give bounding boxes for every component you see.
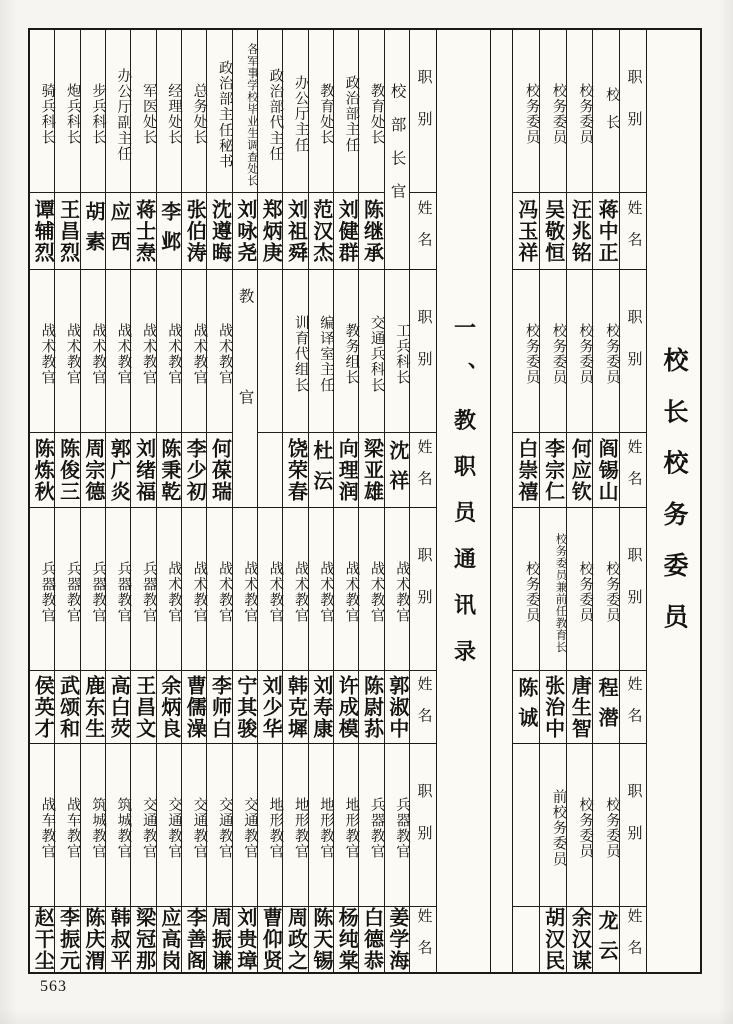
name-cell: 刘健群: [335, 198, 358, 264]
name-cell: 李邺: [157, 201, 180, 261]
entry-column: [232, 508, 257, 743]
position-cell: 地形教官: [258, 744, 282, 907]
entry-column: [282, 744, 307, 972]
entry-column: [206, 270, 231, 507]
position-cell: 政治部主任: [334, 30, 358, 193]
position-cell: 战术教官: [30, 270, 54, 433]
entry-column: [105, 270, 130, 507]
name-cell: 杨纯棠: [335, 907, 358, 972]
entry-column: [384, 508, 409, 743]
band-header-column: [409, 30, 436, 269]
position-header-label: 职别: [620, 744, 646, 907]
position-cell: 兵器教官: [131, 508, 155, 671]
group-label-column: [232, 270, 257, 507]
name-cell: 应西: [107, 201, 130, 261]
position-cell: 训育代组长: [283, 270, 307, 433]
name-cell: 张治中: [541, 674, 564, 740]
position-header-label: 职别: [410, 30, 436, 193]
entry-column: [206, 508, 231, 743]
name-cell: 李善阁: [183, 907, 206, 972]
name-cell: 吴敬恒: [541, 198, 564, 264]
name-cell: 余炳良: [157, 674, 180, 740]
position-cell: 办公厅副主任: [106, 30, 130, 193]
name-cell: 宁其骏: [233, 674, 256, 740]
entry-column: [130, 508, 155, 743]
position-cell: 工兵科长: [385, 270, 409, 433]
position-cell: 战术教官: [385, 508, 409, 671]
entry-column: [30, 270, 54, 507]
position-cell: 校务委员: [593, 270, 619, 433]
entry-column: [232, 30, 257, 269]
entry-column: [539, 270, 566, 507]
entry-column: [513, 270, 539, 507]
entry-column: [206, 744, 231, 972]
position-cell: 校务委员兼前任教育长: [540, 508, 566, 671]
position-cell: 交通教官: [182, 744, 206, 907]
entry-column: [358, 30, 383, 269]
group-label: 校部长官: [388, 82, 406, 217]
group-label-column: [384, 30, 409, 269]
name-cell: 李少初: [183, 437, 206, 503]
entry-column: [566, 744, 593, 972]
name-cell: 李师白: [208, 674, 231, 740]
position-cell: 兵器教官: [385, 744, 409, 907]
committee-table: [512, 30, 646, 972]
position-cell: 前校务委员: [540, 744, 566, 907]
position-cell: 交通教官: [233, 744, 257, 907]
committee-section-title-column: [646, 30, 700, 972]
position-cell: 教务组长: [334, 270, 358, 433]
name-cell: 唐生智: [568, 674, 591, 740]
name-cell: 龙云: [595, 909, 618, 970]
position-cell: 地形教官: [309, 744, 333, 907]
entry-column: [384, 744, 409, 972]
name-cell: 陈炼秋: [31, 437, 54, 503]
name-cell: 何葆瑞: [208, 437, 231, 503]
entry-column: [566, 508, 593, 743]
name-cell: 刘寿康: [309, 674, 332, 740]
name-cell: 范汉杰: [309, 198, 332, 264]
entry-column: [308, 30, 333, 269]
entry-column: [539, 744, 566, 972]
position-cell: 校务委员: [593, 508, 619, 671]
name-header-label: 姓名: [415, 908, 432, 971]
position-cell: 兵器教官: [55, 508, 79, 671]
entry-column: [358, 744, 383, 972]
position-cell: 交通教官: [157, 744, 181, 907]
position-cell: 战车教官: [55, 744, 79, 907]
position-cell: 骑兵科长: [30, 30, 54, 193]
entry-column: [257, 744, 282, 972]
position-cell: 校务委员: [513, 30, 539, 193]
name-cell: 李振元: [56, 907, 79, 972]
entry-column: [282, 508, 307, 743]
name-cell-empty: [513, 907, 539, 972]
position-cell: 战术教官: [283, 508, 307, 671]
name-cell: 高白荧: [107, 674, 130, 740]
entry-column: [30, 744, 54, 972]
position-cell: 各军事学校毕业生调查处长: [233, 30, 257, 193]
position-cell: 政治部主任秘书: [207, 30, 231, 193]
name-cell: 刘咏尧: [233, 198, 256, 264]
entry-column: [592, 744, 619, 972]
position-cell: 战术教官: [182, 270, 206, 433]
entry-column: [105, 744, 130, 972]
entry-column: [232, 744, 257, 972]
entry-column: [130, 270, 155, 507]
entry-column: [54, 270, 79, 507]
committee-section-title: 校长校务委员: [660, 347, 687, 655]
name-cell: 陈继承: [360, 198, 383, 264]
entry-column: [156, 744, 181, 972]
name-cell: 胡汉民: [541, 907, 564, 972]
page-number: 563: [40, 978, 67, 995]
position-cell: 交通兵科长: [359, 270, 383, 433]
name-cell: 刘贵璋: [233, 907, 256, 972]
position-cell: 校长: [593, 30, 619, 193]
position-cell: 政治部代主任: [258, 30, 282, 193]
name-header-label: 姓名: [625, 438, 642, 502]
position-cell: 校务委员: [567, 508, 593, 671]
name-cell: 周政之: [284, 907, 307, 972]
entry-column: [358, 270, 383, 507]
entry-column: [105, 30, 130, 269]
faculty-band-4: [30, 744, 436, 972]
entry-column: [592, 508, 619, 743]
band-header-column: [619, 30, 646, 269]
entry-column: [257, 508, 282, 743]
name-cell: 白德恭: [360, 907, 383, 972]
entry-column: [566, 30, 593, 269]
entry-column: [80, 508, 105, 743]
name-header-label: 姓名: [625, 199, 642, 263]
entry-column: [282, 270, 307, 507]
name-cell: 周振谦: [208, 907, 231, 972]
band-header-column: [619, 508, 646, 743]
entry-column: [30, 508, 54, 743]
name-cell: 刘绪福: [132, 437, 155, 503]
entry-column: [384, 270, 409, 507]
entry-column: [181, 744, 206, 972]
entry-column: [333, 30, 358, 269]
name-cell: 陈尉荪: [360, 674, 383, 740]
name-cell-empty: [258, 433, 282, 507]
page-table-frame: [28, 28, 702, 974]
entry-column: [308, 270, 333, 507]
position-cell: 交通教官: [207, 744, 231, 907]
position-cell: 炮兵科长: [55, 30, 79, 193]
entry-column: [513, 508, 539, 743]
position-cell: 战术教官: [157, 508, 181, 671]
name-cell: 向理润: [335, 437, 358, 503]
entry-column: [156, 30, 181, 269]
name-cell: 陈天锡: [309, 907, 332, 972]
empty-column: [513, 744, 539, 972]
position-cell-empty: [513, 744, 539, 907]
position-cell: 筑城教官: [106, 744, 130, 907]
position-cell: 战术教官: [81, 270, 105, 433]
name-cell: 武颂和: [56, 674, 79, 740]
name-cell: 刘少华: [259, 674, 282, 740]
entry-column: [181, 270, 206, 507]
name-cell: 曹仰贤: [259, 907, 282, 972]
entry-column: [257, 30, 282, 269]
name-cell: 冯玉祥: [514, 198, 537, 264]
entry-column: [333, 744, 358, 972]
name-cell: 沈祥: [385, 440, 408, 500]
entry-column: [54, 30, 79, 269]
faculty-band-2: [30, 270, 436, 508]
position-cell: 兵器教官: [30, 508, 54, 671]
name-cell: 梁亚雄: [360, 437, 383, 503]
position-cell: 兵器教官: [359, 744, 383, 907]
position-cell: 兵器教官: [106, 508, 130, 671]
entry-column: [358, 508, 383, 743]
entry-column: [206, 30, 231, 269]
position-header-label: 职别: [410, 508, 436, 671]
entry-column: [54, 744, 79, 972]
name-cell: 陈诚: [514, 677, 537, 737]
name-cell: 陈秉乾: [157, 437, 180, 503]
position-cell: 筑城教官: [81, 744, 105, 907]
faculty-band-3: [30, 508, 436, 744]
name-cell: 王昌文: [132, 674, 155, 740]
entry-column: [54, 508, 79, 743]
name-cell: 郭淑中: [385, 674, 408, 740]
name-cell: 侯英才: [31, 674, 54, 740]
name-cell: 谭辅烈: [31, 198, 54, 264]
name-cell: 刘祖舜: [284, 198, 307, 264]
name-cell: 程潜: [595, 677, 618, 737]
position-cell: 军医处长: [131, 30, 155, 193]
name-cell: 韩叔平: [107, 907, 130, 972]
position-cell: 战术教官: [207, 508, 231, 671]
name-cell: 汪兆铭: [568, 198, 591, 264]
position-cell: 战术教官: [131, 270, 155, 433]
name-cell: 周宗德: [81, 437, 104, 503]
committee-band-2: [513, 270, 646, 508]
position-cell: 战术教官: [55, 270, 79, 433]
position-cell: 战术教官: [359, 508, 383, 671]
name-header-label: 姓名: [625, 908, 642, 971]
name-cell: 李宗仁: [541, 437, 564, 503]
position-header-label: 职别: [410, 744, 436, 907]
name-cell: 张伯涛: [183, 198, 206, 264]
entry-column: [513, 30, 539, 269]
position-cell: 地形教官: [334, 744, 358, 907]
position-cell: 校务委员: [593, 744, 619, 907]
position-header-label: 职别: [410, 270, 436, 433]
entry-column: [30, 30, 54, 269]
name-cell: 曹儒澡: [183, 674, 206, 740]
position-cell: 战术教官: [258, 508, 282, 671]
name-cell: 阎锡山: [595, 437, 618, 503]
position-cell: 教育处长: [359, 30, 383, 193]
name-cell: 姜学海: [385, 907, 408, 972]
position-cell: 战术教官: [233, 508, 257, 671]
entry-column: [181, 30, 206, 269]
name-header-label: 姓名: [415, 675, 432, 739]
entry-column: [130, 744, 155, 972]
name-header-label: 姓名: [415, 438, 432, 502]
position-header-label: 职别: [620, 30, 646, 193]
name-cell: 饶荣春: [284, 437, 307, 503]
position-cell: 办公厅主任: [283, 30, 307, 193]
faculty-band-1: [30, 30, 436, 270]
empty-column: [257, 270, 282, 507]
name-cell: 陈庆渭: [81, 907, 104, 972]
name-cell: 白崇禧: [514, 437, 537, 503]
entry-column: [539, 508, 566, 743]
band-header-column: [619, 270, 646, 507]
entry-column: [130, 30, 155, 269]
name-cell: 何应钦: [568, 437, 591, 503]
position-cell: 战术教官: [157, 270, 181, 433]
name-cell: 韩克墀: [284, 674, 307, 740]
faculty-table: [30, 30, 436, 972]
position-cell: 教育处长: [309, 30, 333, 193]
band-header-column: [619, 744, 646, 972]
committee-band-1: [513, 30, 646, 270]
band-header-column: [409, 508, 436, 743]
entry-column: [282, 30, 307, 269]
position-cell: 战术教官: [106, 270, 130, 433]
position-cell: 校务委员: [540, 270, 566, 433]
entry-column: [308, 508, 333, 743]
band-header-column: [409, 744, 436, 972]
position-cell-empty: [258, 270, 282, 433]
position-cell: 兵器教官: [81, 508, 105, 671]
band-header-column: [409, 270, 436, 507]
name-cell: 许成模: [335, 674, 358, 740]
position-cell: 战术教官: [182, 508, 206, 671]
entry-column: [566, 270, 593, 507]
name-cell: 王昌烈: [56, 198, 79, 264]
spacer-column: [490, 30, 512, 972]
entry-column: [333, 270, 358, 507]
name-cell: 杜沄: [309, 440, 332, 500]
position-cell: 校务委员: [513, 508, 539, 671]
entry-column: [539, 30, 566, 269]
name-cell: 郭广炎: [107, 437, 130, 503]
position-cell: 校务委员: [567, 30, 593, 193]
committee-band-4: [513, 744, 646, 972]
position-cell: 战车教官: [30, 744, 54, 907]
entry-column: [80, 270, 105, 507]
entry-column: [592, 30, 619, 269]
name-cell: 沈遵晦: [208, 198, 231, 264]
position-cell: 战术教官: [309, 508, 333, 671]
entry-column: [105, 508, 130, 743]
entry-column: [156, 508, 181, 743]
name-cell: 梁冠那: [132, 907, 155, 972]
position-cell: 战术教官: [334, 508, 358, 671]
name-cell: 赵干尘: [31, 907, 54, 972]
position-cell: 编译室主任: [309, 270, 333, 433]
position-cell: 校务委员: [567, 744, 593, 907]
entry-column: [308, 744, 333, 972]
entry-column: [181, 508, 206, 743]
position-cell: 总务处长: [182, 30, 206, 193]
entry-column: [80, 30, 105, 269]
entry-column: [592, 270, 619, 507]
name-cell: 陈俊三: [56, 437, 79, 503]
entry-column: [80, 744, 105, 972]
name-cell: 鹿东生: [81, 674, 104, 740]
position-header-label: 职别: [620, 270, 646, 433]
position-cell: 校务委员: [540, 30, 566, 193]
position-cell: 经理处长: [157, 30, 181, 193]
name-cell: 郑炳庚: [259, 198, 282, 264]
entry-column: [156, 270, 181, 507]
entry-column: [333, 508, 358, 743]
position-cell: 交通教官: [131, 744, 155, 907]
faculty-section-title: 一、教职员通讯录: [451, 316, 477, 686]
position-header-label: 职别: [620, 508, 646, 671]
position-cell: 校务委员: [567, 270, 593, 433]
name-cell: 余汉谋: [568, 907, 591, 972]
committee-band-3: [513, 508, 646, 744]
position-cell: 步兵科长: [81, 30, 105, 193]
name-cell: 蒋中正: [595, 198, 618, 264]
faculty-section-title-column: [436, 30, 490, 972]
name-header-label: 姓名: [415, 199, 432, 263]
name-cell: 应高岗: [157, 907, 180, 972]
group-label: 教官: [236, 287, 254, 490]
position-cell: 校务委员: [513, 270, 539, 433]
name-cell: 胡素: [81, 201, 104, 261]
position-cell: 战术教官: [207, 270, 231, 433]
name-cell: 蒋士焘: [132, 198, 155, 264]
position-cell: 地形教官: [283, 744, 307, 907]
name-header-label: 姓名: [625, 675, 642, 739]
